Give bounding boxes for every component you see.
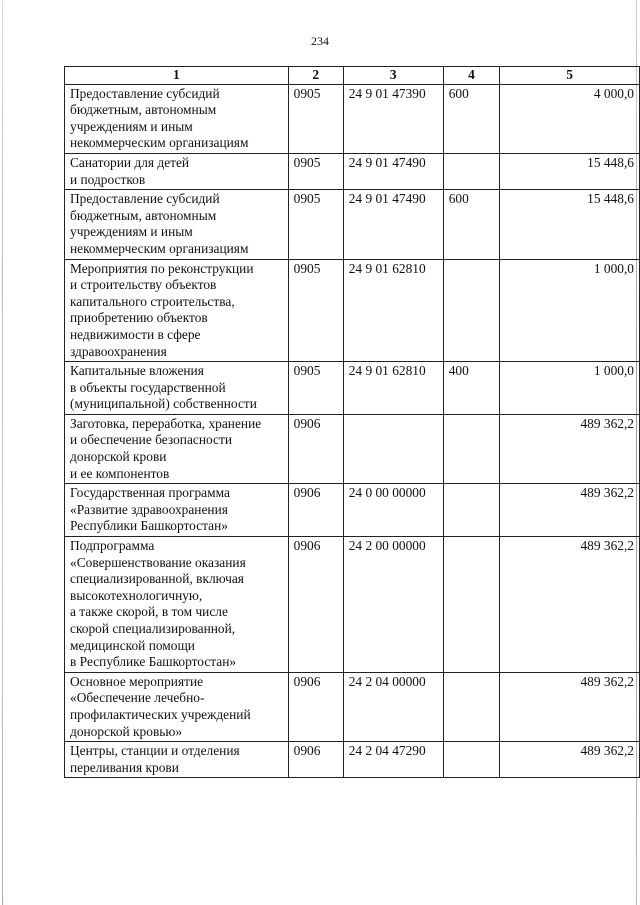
row-amount: 489 362,2 bbox=[500, 672, 640, 741]
row-name: Предоставление субсидий бюджетным, автономным учреждениям и иным некоммерческим организациям bbox=[65, 84, 289, 153]
row-type bbox=[443, 153, 500, 189]
table-row bbox=[65, 362, 640, 415]
table-row bbox=[65, 190, 640, 259]
budget-table bbox=[64, 66, 640, 778]
row-section: 0906 bbox=[288, 742, 343, 778]
table-row bbox=[65, 672, 640, 741]
table-header-row bbox=[65, 67, 640, 85]
row-amount: 489 362,2 bbox=[500, 537, 640, 673]
table-row bbox=[65, 259, 640, 362]
row-code: 24 9 01 47390 bbox=[343, 84, 443, 153]
row-name: Основное мероприятие «Обеспечение лечебно- профилактических учреждений донорской кровью» bbox=[65, 672, 289, 741]
row-name: Капитальные вложения в объекты государственной (муниципальной) собственности bbox=[65, 362, 289, 415]
row-name: Подпрограмма «Совершенствование оказания специализированной, включая высокотехнологичную, а также скорой, в том числе скорой специализированной, медицинской помощи в Республике Башкортостан» bbox=[65, 537, 289, 673]
row-section: 0905 bbox=[288, 362, 343, 415]
row-section: 0906 bbox=[288, 672, 343, 741]
row-amount: 15 448,6 bbox=[500, 190, 640, 259]
scan-edge-left bbox=[2, 0, 3, 905]
row-code: 24 9 01 47490 bbox=[343, 153, 443, 189]
row-name: Государственная программа «Развитие здравоохранения Республики Башкортостан» bbox=[65, 484, 289, 537]
column-header-2: 2 bbox=[288, 67, 343, 85]
row-amount: 489 362,2 bbox=[500, 484, 640, 537]
row-code: 24 2 00 00000 bbox=[343, 537, 443, 673]
row-code: 24 9 01 62810 bbox=[343, 259, 443, 362]
row-type bbox=[443, 484, 500, 537]
row-type bbox=[443, 259, 500, 362]
row-code: 24 9 01 47490 bbox=[343, 190, 443, 259]
row-type bbox=[443, 537, 500, 673]
table-row bbox=[65, 153, 640, 189]
row-amount: 1 000,0 bbox=[500, 362, 640, 415]
row-code bbox=[343, 414, 443, 483]
row-type bbox=[443, 672, 500, 741]
table-row bbox=[65, 484, 640, 537]
table-row bbox=[65, 742, 640, 778]
row-type bbox=[443, 742, 500, 778]
table-row bbox=[65, 414, 640, 483]
row-amount: 489 362,2 bbox=[500, 414, 640, 483]
row-type bbox=[443, 414, 500, 483]
column-header-3: 3 bbox=[343, 67, 443, 85]
row-name: Заготовка, переработка, хранение и обеспечение безопасности донорской крови и ее компонентов bbox=[65, 414, 289, 483]
row-type: 400 bbox=[443, 362, 500, 415]
table-row bbox=[65, 537, 640, 673]
row-code: 24 9 01 62810 bbox=[343, 362, 443, 415]
row-amount: 15 448,6 bbox=[500, 153, 640, 189]
row-name: Санатории для детей и подростков bbox=[65, 153, 289, 189]
row-section: 0905 bbox=[288, 84, 343, 153]
table-row bbox=[65, 84, 640, 153]
row-name: Предоставление субсидий бюджетным, автономным учреждениям и иным некоммерческим организациям bbox=[65, 190, 289, 259]
row-code: 24 2 04 47290 bbox=[343, 742, 443, 778]
row-amount: 1 000,0 bbox=[500, 259, 640, 362]
row-amount: 4 000,0 bbox=[500, 84, 640, 153]
column-header-1: 1 bbox=[65, 67, 289, 85]
row-section: 0906 bbox=[288, 484, 343, 537]
row-name: Мероприятия по реконструкции и строительству объектов капитального строительства, приобретению объектов недвижимости в сфере здравоохранения bbox=[65, 259, 289, 362]
page-number: 234 bbox=[311, 34, 329, 48]
column-header-5: 5 bbox=[500, 67, 640, 85]
row-section: 0905 bbox=[288, 190, 343, 259]
row-code: 24 2 04 00000 bbox=[343, 672, 443, 741]
column-header-4: 4 bbox=[443, 67, 500, 85]
row-amount: 489 362,2 bbox=[500, 742, 640, 778]
row-section: 0905 bbox=[288, 153, 343, 189]
row-section: 0906 bbox=[288, 537, 343, 673]
row-code: 24 0 00 00000 bbox=[343, 484, 443, 537]
row-section: 0906 bbox=[288, 414, 343, 483]
row-section: 0905 bbox=[288, 259, 343, 362]
row-type: 600 bbox=[443, 84, 500, 153]
row-name: Центры, станции и отделения переливания крови bbox=[65, 742, 289, 778]
row-type: 600 bbox=[443, 190, 500, 259]
